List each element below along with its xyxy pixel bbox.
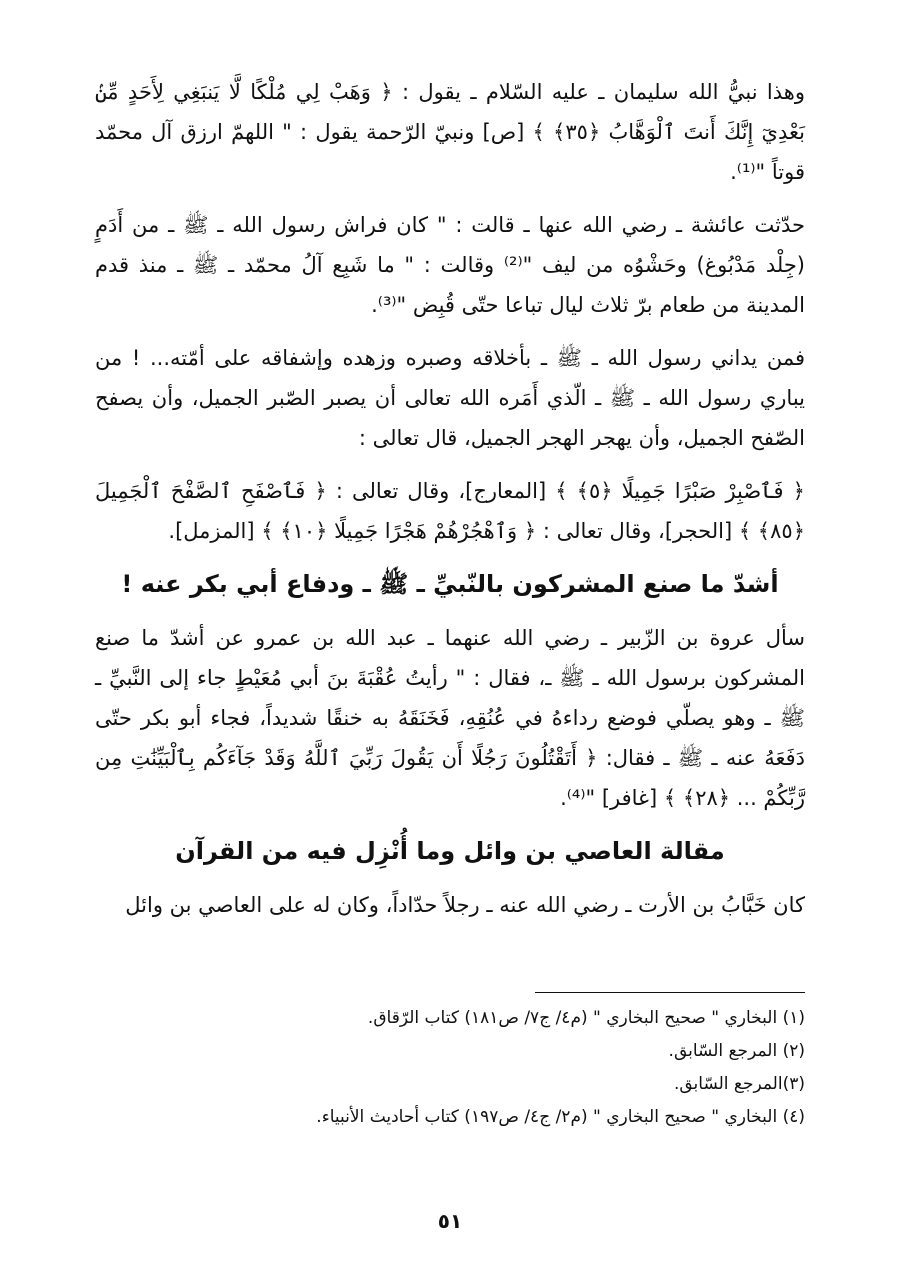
section-heading-aas: مقالة العاصي بن وائل وما أُنْزِل فيه من القرآن bbox=[175, 837, 725, 865]
paragraph-aisha: حدّثت عائشة ـ رضي الله عنها ـ قالت : " كان فراش رسول الله ـ ﷺ ـ من أَدَمٍ (جِلْد مَدْبُوغ) وحَشْوُه من ليف "⁽²⁾ وقالت : " ما شَبِع آلُ محمّد ـ ﷺ ـ منذ قدم المدينة من طعام برّ ثلاث ليال تباعا حتّى قُبِض "⁽³⁾. bbox=[95, 213, 805, 317]
page-number: ٥١ bbox=[437, 1209, 463, 1233]
footnote-1: (١) البخاري " صحيح البخاري " (م٤/ ج٧/ ص١٨١) كتاب الرّقاق. bbox=[367, 1008, 805, 1028]
section-heading-abu-bakr: أشدّ ما صنع المشركون بالنّبيِّ ـ ﷺ ـ ودفاع أبي بكر عنه ! bbox=[121, 570, 779, 598]
paragraph-khabbab: كان خَبَّابُ بن الأرت ـ رضي الله عنه ـ رجلاً حدّاداً، وكان له على العاصي بن وائل bbox=[125, 893, 805, 917]
book-page bbox=[95, 72, 805, 1271]
paragraph-sulaiman: وهذا نبيُّ الله سليمان ـ عليه السّلام ـ يقول : ﴿ وَهَبْ لِي مُلْكًا لَّا يَنبَغِي لِأَحَدٍ مِّنۢ بَعْدِيٓ إِنَّكَ أَنتَ ٱلْوَهَّابُ ﴿٣٥﴾ ﴾ [ص] ونبيّ الرّحمة يقول : " اللهمّ ارزق آل محمّد قوتاً "⁽¹⁾. bbox=[95, 80, 805, 184]
paragraph-who-rivals: فمن يداني رسول الله ـ ﷺ ـ بأخلاقه وصبره وزهده وإشفاقه على أمّته... ! من يباري رسول الله ـ ﷺ ـ الّذي أَمَره الله تعالى أن يصبر الصّبر الجميل، وأن يصفح الصّفح الجميل، وأن يهجر الهجر الجميل، قال تعالى : bbox=[95, 346, 805, 450]
paragraph-urwa: سأل عروة بن الزّبير ـ رضي الله عنهما ـ عبد الله بن عمرو عن أشدّ ما صنع المشركون برسول الله ـ ﷺ ـ، فقال : " رأيتُ عُقْبَةَ بنَ أبي مُعَيْطٍ جاء إلى النَّبيِّ ـ ﷺ ـ وهو يصلّي فوضع رداءهُ في عُنُقِهِ، فَخَنَقَهُ به خنقًا شديداً، فجاء أبو بكر حتّى دَفَعَهُ عنه ـ ﷺ ـ فقال: ﴿ أَتَقْتُلُونَ رَجُلًا أَن يَقُولَ رَبِّيَ ٱللَّهُ وَقَدْ جَآءَكُم بِٱلْبَيِّنَٰتِ مِن رَّبِّكُمْ ... ﴿٢٨﴾ ﴾ [غافر] "⁽⁴⁾. bbox=[95, 626, 805, 810]
paragraph-verses: ﴿ فَٱصْبِرْ صَبْرًا جَمِيلًا ﴿٥﴾ ﴾ [المعارج]، وقال تعالى : ﴿ فَٱصْفَحِ ٱلصَّفْحَ ٱلْجَمِيلَ ﴿٨٥﴾ ﴾ [الحجر]، وقال تعالى : ﴿ وَٱهْجُرْهُمْ هَجْرًا جَمِيلًا ﴿١٠﴾ ﴾ [المزمل]. bbox=[95, 479, 805, 543]
footnote-divider bbox=[535, 992, 805, 993]
footnote-2: (٢) المرجع السّابق. bbox=[668, 1041, 805, 1061]
footnote-4: (٤) البخاري " صحيح البخاري " (م٢/ ج٤/ ص١٩٧) كتاب أحاديث الأنبياء. bbox=[316, 1107, 805, 1127]
footnote-3: (٣)المرجع السّابق. bbox=[673, 1074, 805, 1094]
footnotes bbox=[95, 1002, 805, 1134]
